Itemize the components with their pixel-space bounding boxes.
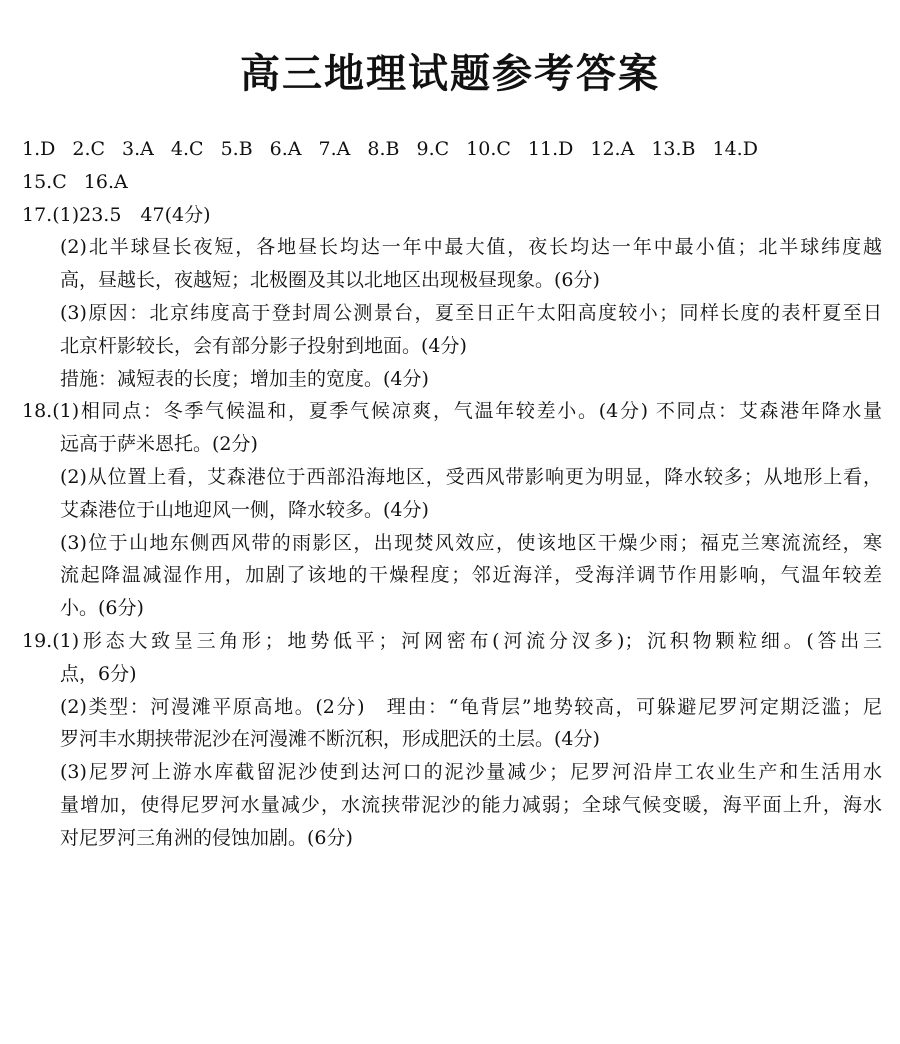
mc-answer: 8.B [367, 138, 400, 160]
page-title: 高三地理试题参考答案 [240, 51, 660, 97]
answer-line: (2)北半球昼长夜短，各地昼长均达一年中最大值，夜长均达一年中最小值；北半球纬度越 [60, 236, 882, 259]
mc-answer: 9.C [416, 138, 450, 160]
mc-answer: 1.D [22, 138, 56, 160]
answer-line: 小。(6分) [60, 597, 144, 620]
answer-line: (3)尼罗河上游水库截留泥沙使到达河口的泥沙量减少；尼罗河沿岸工农业生产和生活用水 [60, 761, 882, 784]
answer-line: 艾森港位于山地迎风一侧，降水较多。(4分) [60, 498, 429, 521]
answer-line: (2)从位置上看，艾森港位于西部沿海地区，受西风带影响更为明显，降水较多；从地形上看， [60, 465, 882, 488]
answer-line: 高，昼越长，夜越短；北极圈及其以北地区出现极昼现象。(6分) [60, 269, 600, 292]
answer-line: 罗河丰水期挟带泥沙在河漫滩不断沉积，形成肥沃的土层。(4分) [60, 728, 600, 751]
mc-answer: 4.C [170, 138, 204, 160]
mc-answer: 12.A [590, 138, 635, 160]
answer-line: 18.(1)相同点：冬季气候温和，夏季气候凉爽，气温年较差小。(4分) 不同点：艾森港年降水量 [22, 400, 882, 423]
mc-answer: 3.A [122, 138, 154, 160]
answer-line: 点，6分) [60, 662, 137, 685]
mc-answer: 11.D [527, 138, 574, 160]
answer-line: 流起降温减湿作用，加剧了该地的干燥程度；邻近海洋，受海洋调节作用影响，气温年较差 [60, 564, 882, 587]
answer-line: (2)类型：河漫滩平原高地。(2分) 理由：“龟背层”地势较高，可躲避尼罗河定期泛滥；尼 [60, 695, 882, 718]
answer-line: 对尼罗河三角洲的侵蚀加剧。(6分) [60, 826, 353, 849]
mc-answer: 7.A [318, 138, 351, 160]
mc-answer: 6.A [269, 138, 302, 160]
answer-lines [22, 199, 882, 855]
multiple-choice-row-1 [22, 133, 882, 166]
answer-content [22, 133, 882, 855]
answer-line: 17.(1)23.5 47(4分) [22, 203, 211, 226]
answer-line: 措施：减短表的长度；增加圭的宽度。(4分) [60, 367, 429, 390]
mc-answer: 15.C [22, 170, 67, 193]
answer-line: (3)原因：北京纬度高于登封周公测景台，夏至日正午太阳高度较小；同样长度的表杆夏至日 [60, 301, 882, 324]
answer-line: (3)位于山地东侧西风带的雨影区，出现焚风效应，使该地区干燥少雨；福克兰寒流流经，寒 [60, 531, 882, 554]
mc-answer: 10.C [466, 138, 511, 160]
multiple-choice-row-2 [22, 166, 882, 199]
mc-answer: 16.A [83, 170, 128, 193]
answer-line: 量增加，使得尼罗河水量减少，水流挟带泥沙的能力减弱；全球气候变暖，海平面上升，海水 [60, 793, 882, 816]
mc-answer: 14.D [712, 138, 758, 160]
mc-answer: 13.B [651, 138, 696, 160]
answer-line: 19.(1)形态大致呈三角形；地势低平；河网密布(河流分汊多)；沉积物颗粒细。(答出三 [22, 629, 882, 652]
mc-answer: 5.B [220, 138, 253, 160]
mc-answer: 2.C [72, 138, 106, 160]
answer-line: 远高于萨米恩托。(2分) [60, 433, 258, 456]
answer-line: 北京杆影较长，会有部分影子投射到地面。(4分) [60, 334, 467, 357]
